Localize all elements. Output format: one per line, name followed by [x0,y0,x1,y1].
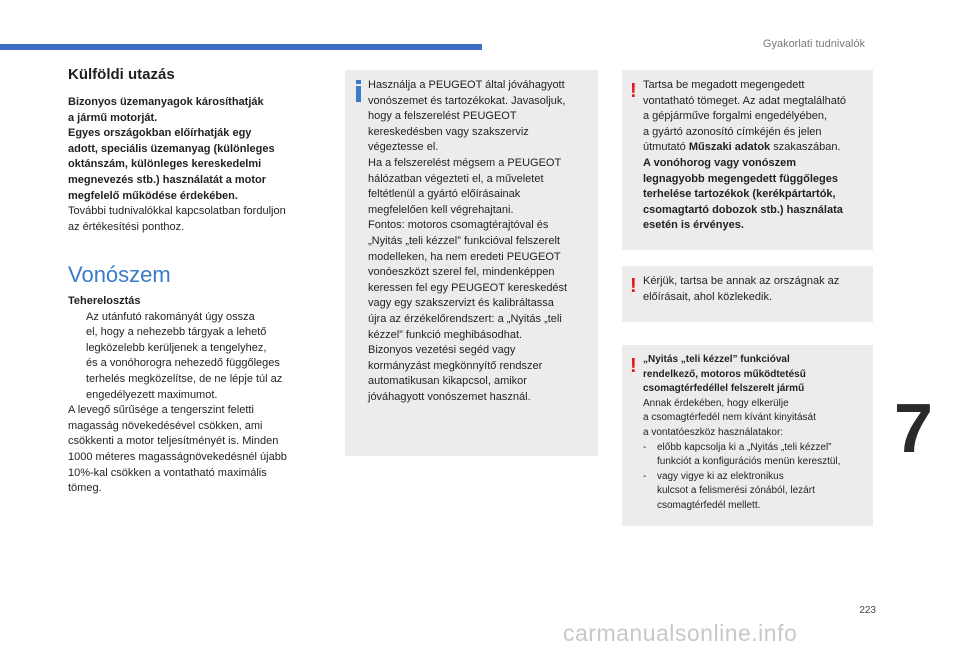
info-box-text [368,78,590,405]
info-icon [353,80,365,102]
body-line: magasság növekedésével csökken, ami [68,419,263,432]
bullet-line: és a vonóhorogra nehezedő függőleges [86,357,280,370]
warning-bold-line: legnagyobb megengedett függőleges [643,172,838,185]
warning-bold-line: rendelkező, motoros működtetésű [643,368,806,380]
body-line: tömeg. [68,482,102,495]
warning-icon: ! [630,80,637,102]
list-item [643,441,869,470]
info-line: jóváhagyott vonószemet használ. [368,390,531,403]
body-line: 10%-kal csökken a vontatható maximális [68,466,267,479]
warning-box-country-rules [622,266,873,322]
technical-data-ref: Műszaki adatok [688,141,771,154]
info-line: Fontos: motoros csomagtérajtóval és [368,219,549,232]
subheading-teherelosztas: Teherelosztás [68,295,141,307]
info-line: modelleken, ha nem eredeti PEUGEOT [368,250,561,263]
intro-bold-line: megnevezés stb.) használatát a motor [68,173,267,186]
intro-bold-line: a jármű motorját. [68,111,158,124]
intro-line: További tudnivalókkal kapcsolatban forduljon [68,205,286,218]
warning-line: a csomagtérfedél nem kívánt kinyitását [643,412,816,424]
warning-text [643,78,869,234]
intro-bold-line: Bizonyos üzemanyagok károsíthatják [68,96,264,108]
dash-marker: - [643,441,647,453]
intro-bold-line: megfelelő működése érdekében. [68,189,238,202]
intro-bold-line: adott, speciális üzemanyag (különleges [68,142,275,155]
towing-paragraph [68,294,318,497]
warning-line [643,140,869,156]
info-line: vonóeszközt szerel fel, mindenképpen [368,266,555,279]
page-number: 223 [859,605,876,616]
warning-bold-line: esetén is érvényes. [643,219,744,232]
dash-line: előbb kapcsolja ki a „Nyitás „teli kézzel” [657,441,832,453]
warning-box-towing-weight [622,70,873,250]
warning-line-pre: útmutató [643,141,689,154]
info-line: megfelelően kell végrehajtani. [368,203,514,216]
warning-line: Kérjük, tartsa be annak az országnak az [643,275,840,287]
bullet-line: el, hogy a nehezebb tárgyak a lehető [86,326,267,339]
warning-box-hands-free-tailgate [622,345,873,526]
section-heading-vonoszem: Vonószem [68,262,171,287]
warning-line: Tartsa be megadott megengedett [643,79,805,91]
intro-line: az értékesítési ponthoz. [68,220,185,233]
warning-line: Annak érdekében, hogy elkerülje [643,397,789,409]
warning-icon: ! [630,355,637,377]
header-accent-bar [0,44,482,50]
warning-line: a vontatóeszköz használatakor: [643,426,784,438]
info-line: keressen fel egy PEUGEOT kereskedést [368,281,568,294]
warning-bold-line: csomagtérfedéllel felszerelt jármű [643,383,805,395]
warning-bold-line: csomagtartó dobozok stb.) használata [643,203,843,216]
list-item [643,470,869,514]
info-line: „Nyitás „teli kézzel” funkcióval felszerelt [368,234,560,247]
info-line: kormányzást megkönnyítő rendszer [368,359,543,372]
info-box [345,70,598,456]
info-line: kézzel” funkció meghibásodhat. [368,328,523,341]
dash-marker: - [643,470,647,482]
intro-paragraph [68,95,318,235]
info-line: hálózatban végezteti el, a műveletet [368,172,544,185]
info-line: vonószemet és tartozékokat. Javasoljuk, [368,94,566,107]
info-line: Használja a PEUGEOT által jóváhagyott [368,79,565,91]
warning-icon: ! [630,275,637,297]
warning-line: a gyártó azonosító címkéjén és jelen [643,125,822,138]
warning-text [643,353,869,514]
bullet-line: terhelés megközelítse, de ne lépje túl az [86,372,283,385]
body-line: 1000 méteres magasságnövekedésnél újabb [68,450,287,463]
dash-line: kulcsot a felismerési zónából, lezárt [657,485,815,497]
info-line: Bizonyos vezetési segéd vagy [368,344,516,357]
body-line: csökkenti a motor teljesítményét is. Minden [68,435,279,448]
body-line: A levegő sűrűsége a tengerszint feletti [68,404,254,417]
intro-bold-line: oktánszám, különleges kereskedelmi [68,158,262,171]
watermark: carmanualsonline.info [563,620,798,646]
warning-bold-line: „Nyitás „teli kézzel” funkcióval [643,354,790,365]
warning-line: előírásait, ahol közlekedik. [643,290,773,303]
info-line: Ha a felszerelést mégsem a PEUGEOT [368,156,562,169]
bullet-icon [68,310,86,404]
bullet-line: Az utánfutó rakományát úgy ossza [86,310,255,323]
info-line: újra az érzékelőrendszert: a „Nyitás „teli [368,312,562,325]
warning-line: vontatható tömeget. Az adat megtalálható [643,94,847,107]
warning-bold-line: A vonóhorog vagy vonószem [643,156,797,169]
bullet-line: legközelebb kerüljenek a tengelyhez, [86,341,267,354]
chapter-number: 7 [894,389,933,467]
dash-line: vagy vigye ki az elektronikus [657,470,784,482]
bullet-line: engedélyezett maximumot. [86,388,218,401]
page-title: Külföldi utazás [68,66,175,83]
warning-bold-line: terhelése tartozékok (kerékpártartók, [643,188,836,201]
info-line: kereskedésben vagy szakszerviz [368,125,529,138]
dash-line: csomagtérfedél mellett. [657,499,761,511]
info-line: hogy a felszerelést PEUGEOT [368,110,517,123]
intro-bold-line: Egyes országokban előírhatják egy [68,127,252,140]
dash-line: funkciót a konfigurációs menün keresztül, [657,456,841,468]
info-line: vagy egy szakszervizt és kalibráltassa [368,297,554,310]
info-line: automatikusan kikapcsol, amikor [368,375,527,388]
list-item [68,310,318,404]
warning-line: a gépjárműve forgalmi engedélyében, [643,110,828,123]
info-line: feltétlenül a gyártó előírásainak [368,188,521,201]
warning-line-post: szakaszában. [770,141,841,154]
section-title: Gyakorlati tudnivalók [762,38,865,50]
warning-text [643,274,869,305]
info-line: végeztesse el. [368,141,439,154]
